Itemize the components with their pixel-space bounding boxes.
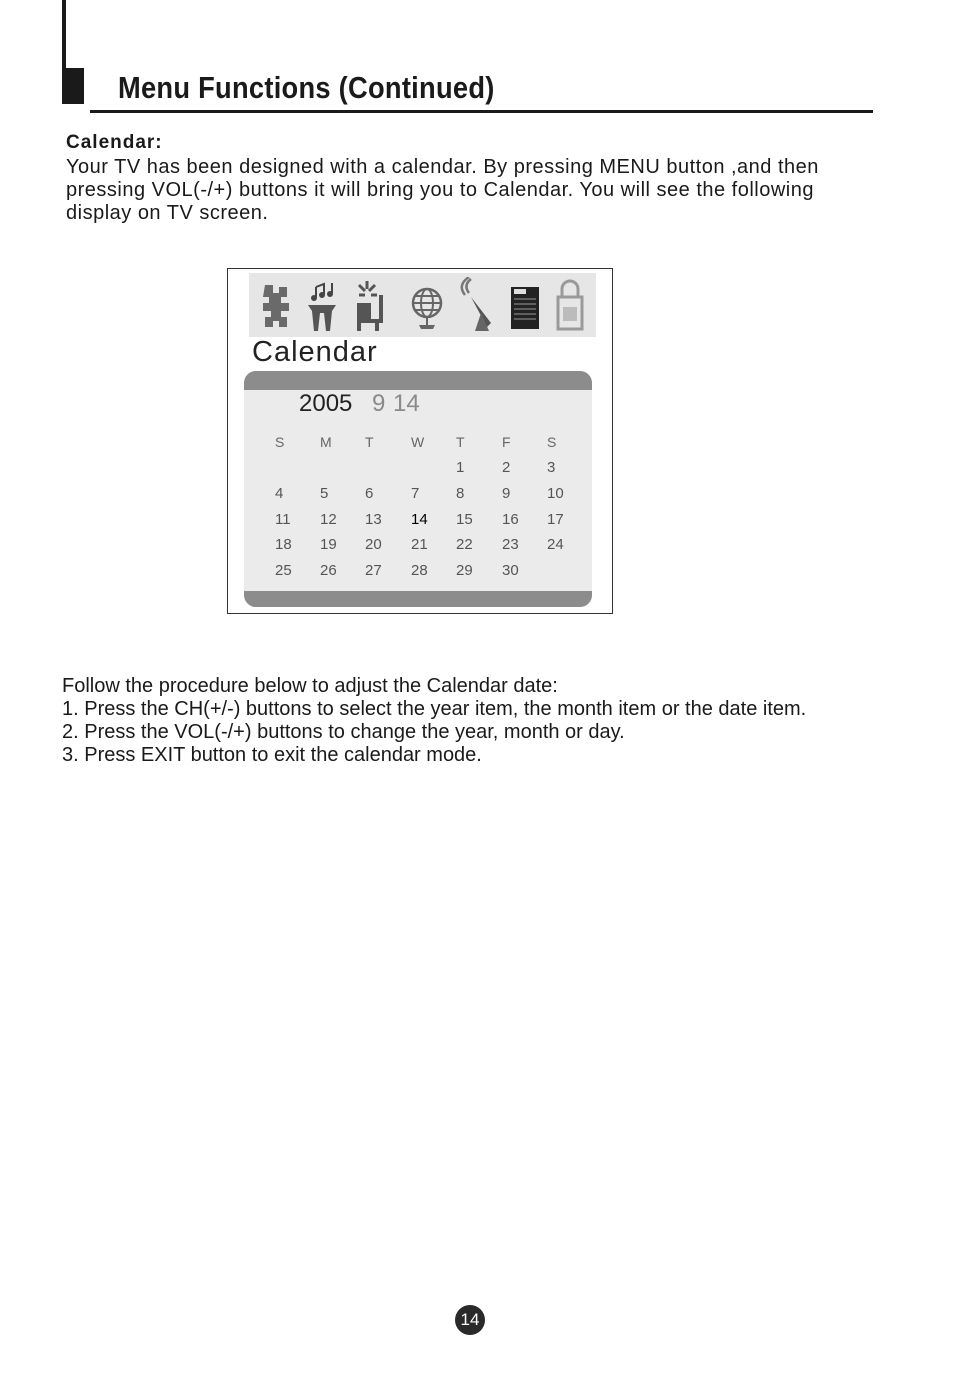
calendar-day[interactable]: 28 xyxy=(411,562,428,579)
calendar-day[interactable]: 5 xyxy=(320,485,329,502)
weekday-header: T xyxy=(365,434,374,450)
calendar-day[interactable]: 6 xyxy=(365,485,374,502)
calendar-day[interactable]: 10 xyxy=(547,485,564,502)
calendar-day[interactable]: 8 xyxy=(456,485,465,502)
calendar-day[interactable]: 2 xyxy=(502,459,511,476)
calendar-day[interactable]: 21 xyxy=(411,536,428,553)
sound-icon xyxy=(302,277,342,333)
calendar-day[interactable]: 11 xyxy=(275,511,291,528)
function-icon xyxy=(349,277,389,333)
calendar-day[interactable]: 26 xyxy=(320,562,337,579)
procedure-step-2: 2. Press the VOL(-/+) buttons to change the year, month or day. xyxy=(62,721,625,743)
intro-line-2: pressing VOL(-/+) buttons it will bring you to Calendar. You will see the following xyxy=(66,179,814,201)
procedure-intro: Follow the procedure below to adjust the Calendar date: xyxy=(62,675,558,697)
section-heading: Calendar: xyxy=(66,132,163,153)
calendar-day-selected[interactable]: 14 xyxy=(411,511,428,528)
calendar-day[interactable]: 13 xyxy=(365,511,382,528)
calendar-day[interactable]: 7 xyxy=(411,485,420,502)
calendar-day[interactable]: 15 xyxy=(456,511,473,528)
intro-line-3: display on TV screen. xyxy=(66,202,269,224)
calendar-top-band xyxy=(244,371,592,390)
title-underline xyxy=(90,110,873,113)
weekday-header: W xyxy=(411,434,425,450)
header-left-block xyxy=(62,68,84,104)
weekday-header: M xyxy=(320,434,332,450)
procedure-step-1: 1. Press the CH(+/-) buttons to select the year item, the month item or the date item. xyxy=(62,698,807,720)
weekday-header: S xyxy=(275,434,285,450)
weekday-header: F xyxy=(502,434,511,450)
menu-icon-bar xyxy=(249,273,596,337)
calendar-day[interactable]: 23 xyxy=(502,536,519,553)
calendar-day[interactable]: 29 xyxy=(456,562,473,579)
satellite-icon xyxy=(459,277,499,333)
calendar-day[interactable]: 30 xyxy=(502,562,519,579)
screen-title: Calendar xyxy=(252,336,378,368)
intro-line-1: Your TV has been designed with a calendar. By pressing MENU button ,and then xyxy=(66,156,819,178)
calendar-day[interactable]: 18 xyxy=(275,536,292,553)
calendar-day[interactable]: 24 xyxy=(547,536,564,553)
calendar-day[interactable]: 16 xyxy=(502,511,519,528)
procedure-step-3: 3. Press EXIT button to exit the calendar mode. xyxy=(62,744,482,766)
weekday-header: S xyxy=(547,434,557,450)
weekday-header: T xyxy=(456,434,465,450)
calendar-day[interactable]: 17 xyxy=(547,511,564,528)
calendar-day[interactable]: 25 xyxy=(275,562,292,579)
year-field[interactable]: 2005 xyxy=(299,390,353,417)
lock-icon xyxy=(550,277,590,333)
calendar-day[interactable]: 22 xyxy=(456,536,473,553)
calendar-day[interactable]: 12 xyxy=(320,511,337,528)
day-field[interactable]: 14 xyxy=(393,390,420,417)
calendar-day[interactable]: 20 xyxy=(365,536,382,553)
calendar-day[interactable]: 27 xyxy=(365,562,382,579)
calendar-day[interactable]: 4 xyxy=(275,485,284,502)
calendar-icon xyxy=(505,277,545,333)
page-title: Menu Functions (Continued) xyxy=(118,70,495,105)
globe-icon xyxy=(407,277,447,333)
calendar-day[interactable]: 1 xyxy=(456,459,465,476)
page-number: 14 xyxy=(455,1305,485,1335)
picture-icon xyxy=(255,277,295,333)
calendar-bottom-band xyxy=(244,591,592,607)
calendar-day[interactable]: 19 xyxy=(320,536,337,553)
calendar-day[interactable]: 3 xyxy=(547,459,556,476)
calendar-day[interactable]: 9 xyxy=(502,485,511,502)
month-field[interactable]: 9 xyxy=(372,390,386,417)
